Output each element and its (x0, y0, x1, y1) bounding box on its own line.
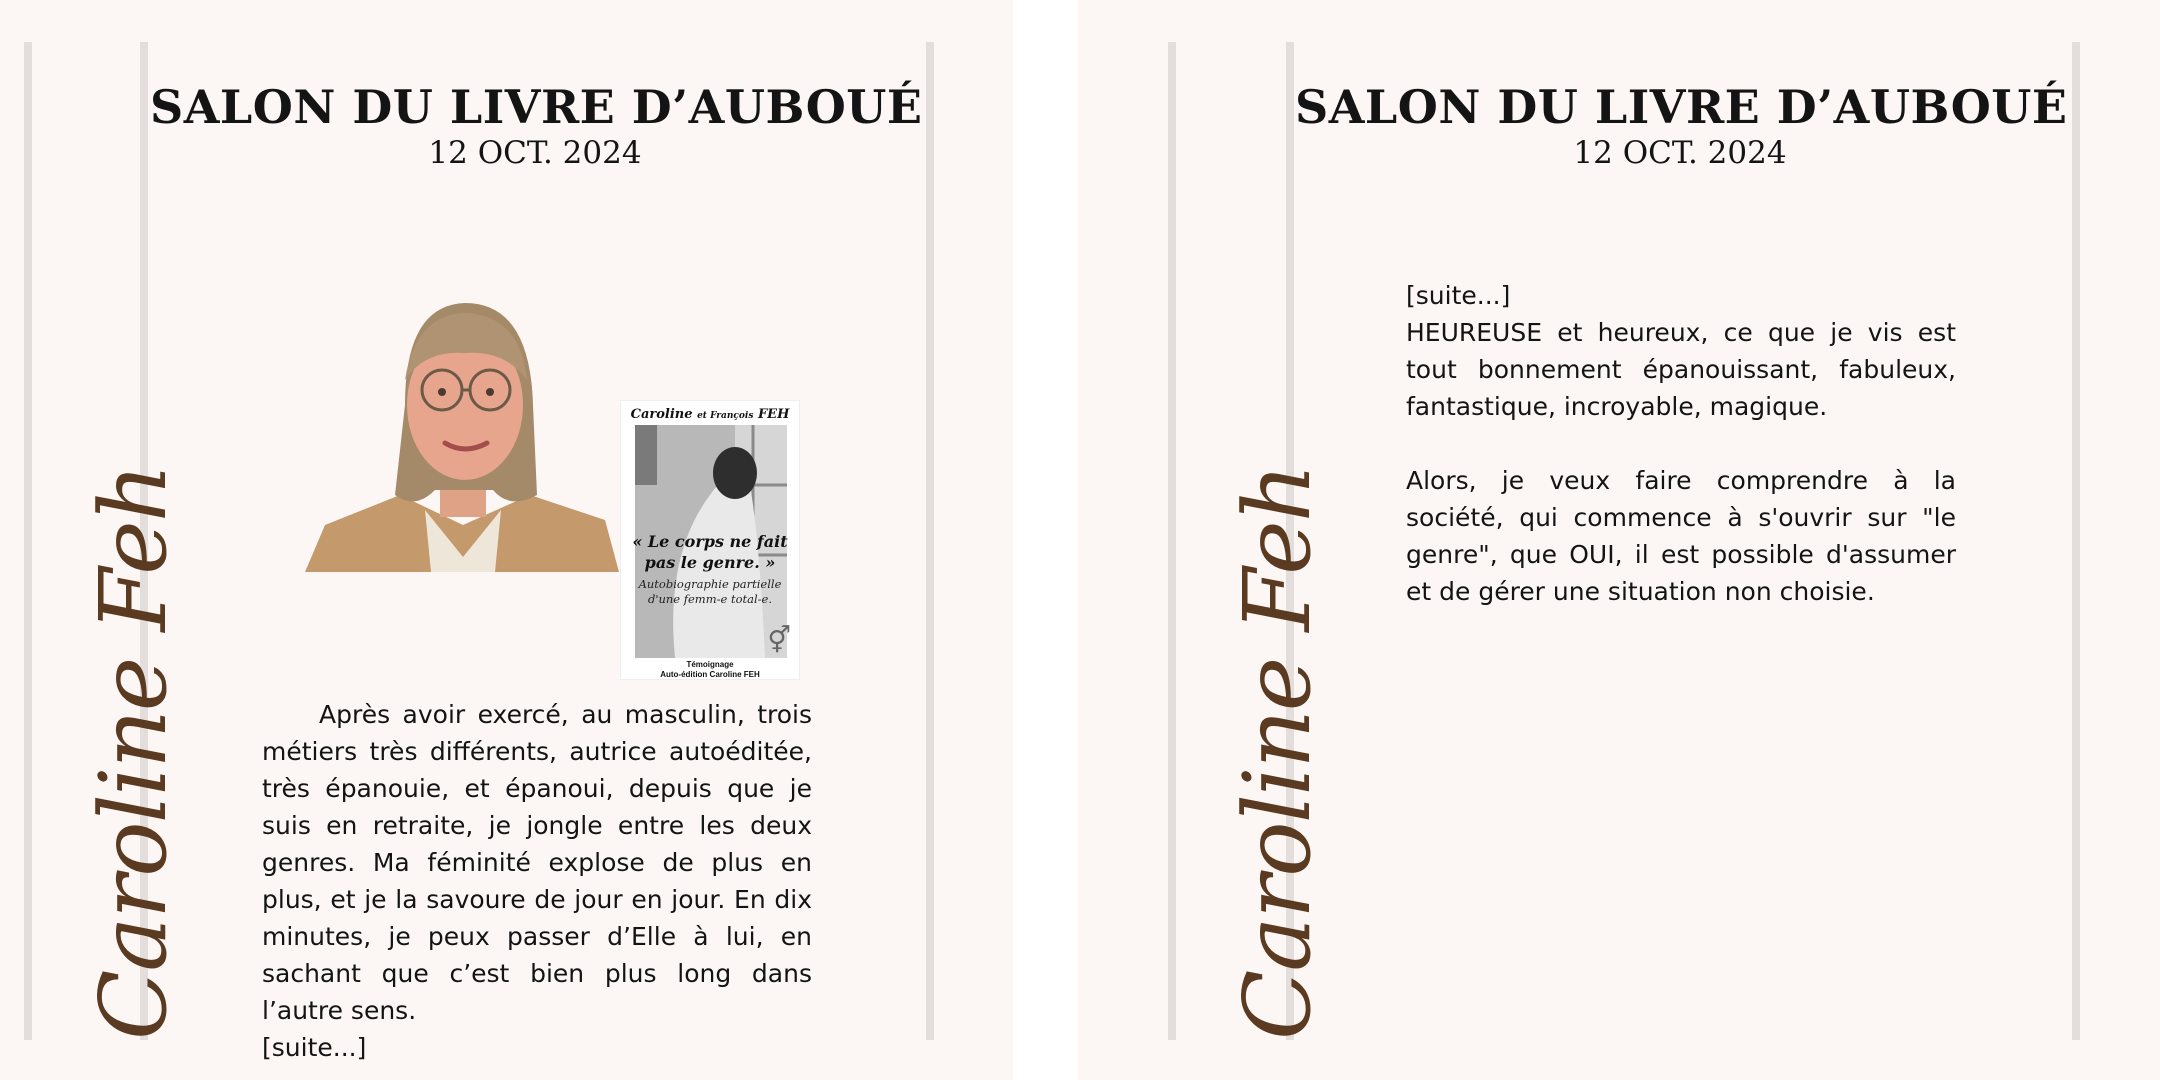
author-signature: Caroline Feh (1224, 465, 1331, 1040)
book-footer-line: Témoignage (686, 660, 734, 669)
book-footer-line: Auto-édition Caroline FEH (660, 670, 760, 679)
book-quote-line: pas le genre. » (644, 553, 776, 572)
book-author-mid: et François (697, 411, 754, 421)
book-quote-line: « Le corps ne fait (632, 532, 788, 551)
left-border-line (24, 42, 32, 1040)
right-border-line (926, 42, 934, 1040)
event-date: 12 OCT. 2024 (428, 135, 642, 171)
continued-text (1406, 277, 1956, 610)
book-subtitle-line: Autobiographie partielle (638, 577, 782, 591)
paragraph-1: HEUREUSE et heureux, ce que je vis est tout bonnement épanouissant, fabuleux, fantastique, incroyable, magique. (1406, 318, 1956, 421)
book-footer (621, 660, 799, 680)
left-border-line (1168, 42, 1176, 1040)
intro-text (262, 696, 812, 1029)
book-author-row (621, 407, 799, 422)
author-portrait (305, 295, 619, 572)
page-title: SALON DU LIVRE D’AUBOUÉ (150, 80, 923, 134)
book-author-first: Caroline (630, 407, 693, 422)
gender-symbol-icon: ⚥ (767, 626, 791, 656)
author-signature: Caroline Feh (80, 465, 187, 1040)
event-date: 12 OCT. 2024 (1573, 135, 1787, 171)
right-border-line (2072, 42, 2080, 1040)
book-cover (620, 400, 800, 680)
intro-paragraph: Après avoir exercé, au masculin, trois métiers très différents, autrice autoéditée, très épanouie, et épanoui, depuis que je suis en retraite, je jongle entre les deux genres. Ma féminité explose de plus en plus, et je la savoure de jour en jour. En dix minutes, je peux passer d’Elle à lui, en sachant que c’est bien plus long dans l’autre sens. (262, 700, 812, 1025)
book-quote (621, 531, 799, 573)
continued-marker: [suite...] (262, 1033, 367, 1062)
right-page (1078, 0, 2160, 1080)
page-title: SALON DU LIVRE D’AUBOUÉ (1295, 80, 2068, 134)
book-author-last: FEH (757, 407, 790, 422)
paragraph-gap (1406, 425, 1956, 462)
book-subtitle (621, 577, 799, 607)
book-subtitle-line: d'une femm-e total-e. (647, 592, 773, 606)
left-page (0, 0, 1013, 1080)
paragraph-2: Alors, je veux faire comprendre à la société, qui commence à s'ouvrir sur "le genre", que OUI, il est possible d'assumer et de gérer une situation non choisie. (1406, 466, 1956, 606)
continued-marker: [suite...] (1406, 281, 1511, 310)
